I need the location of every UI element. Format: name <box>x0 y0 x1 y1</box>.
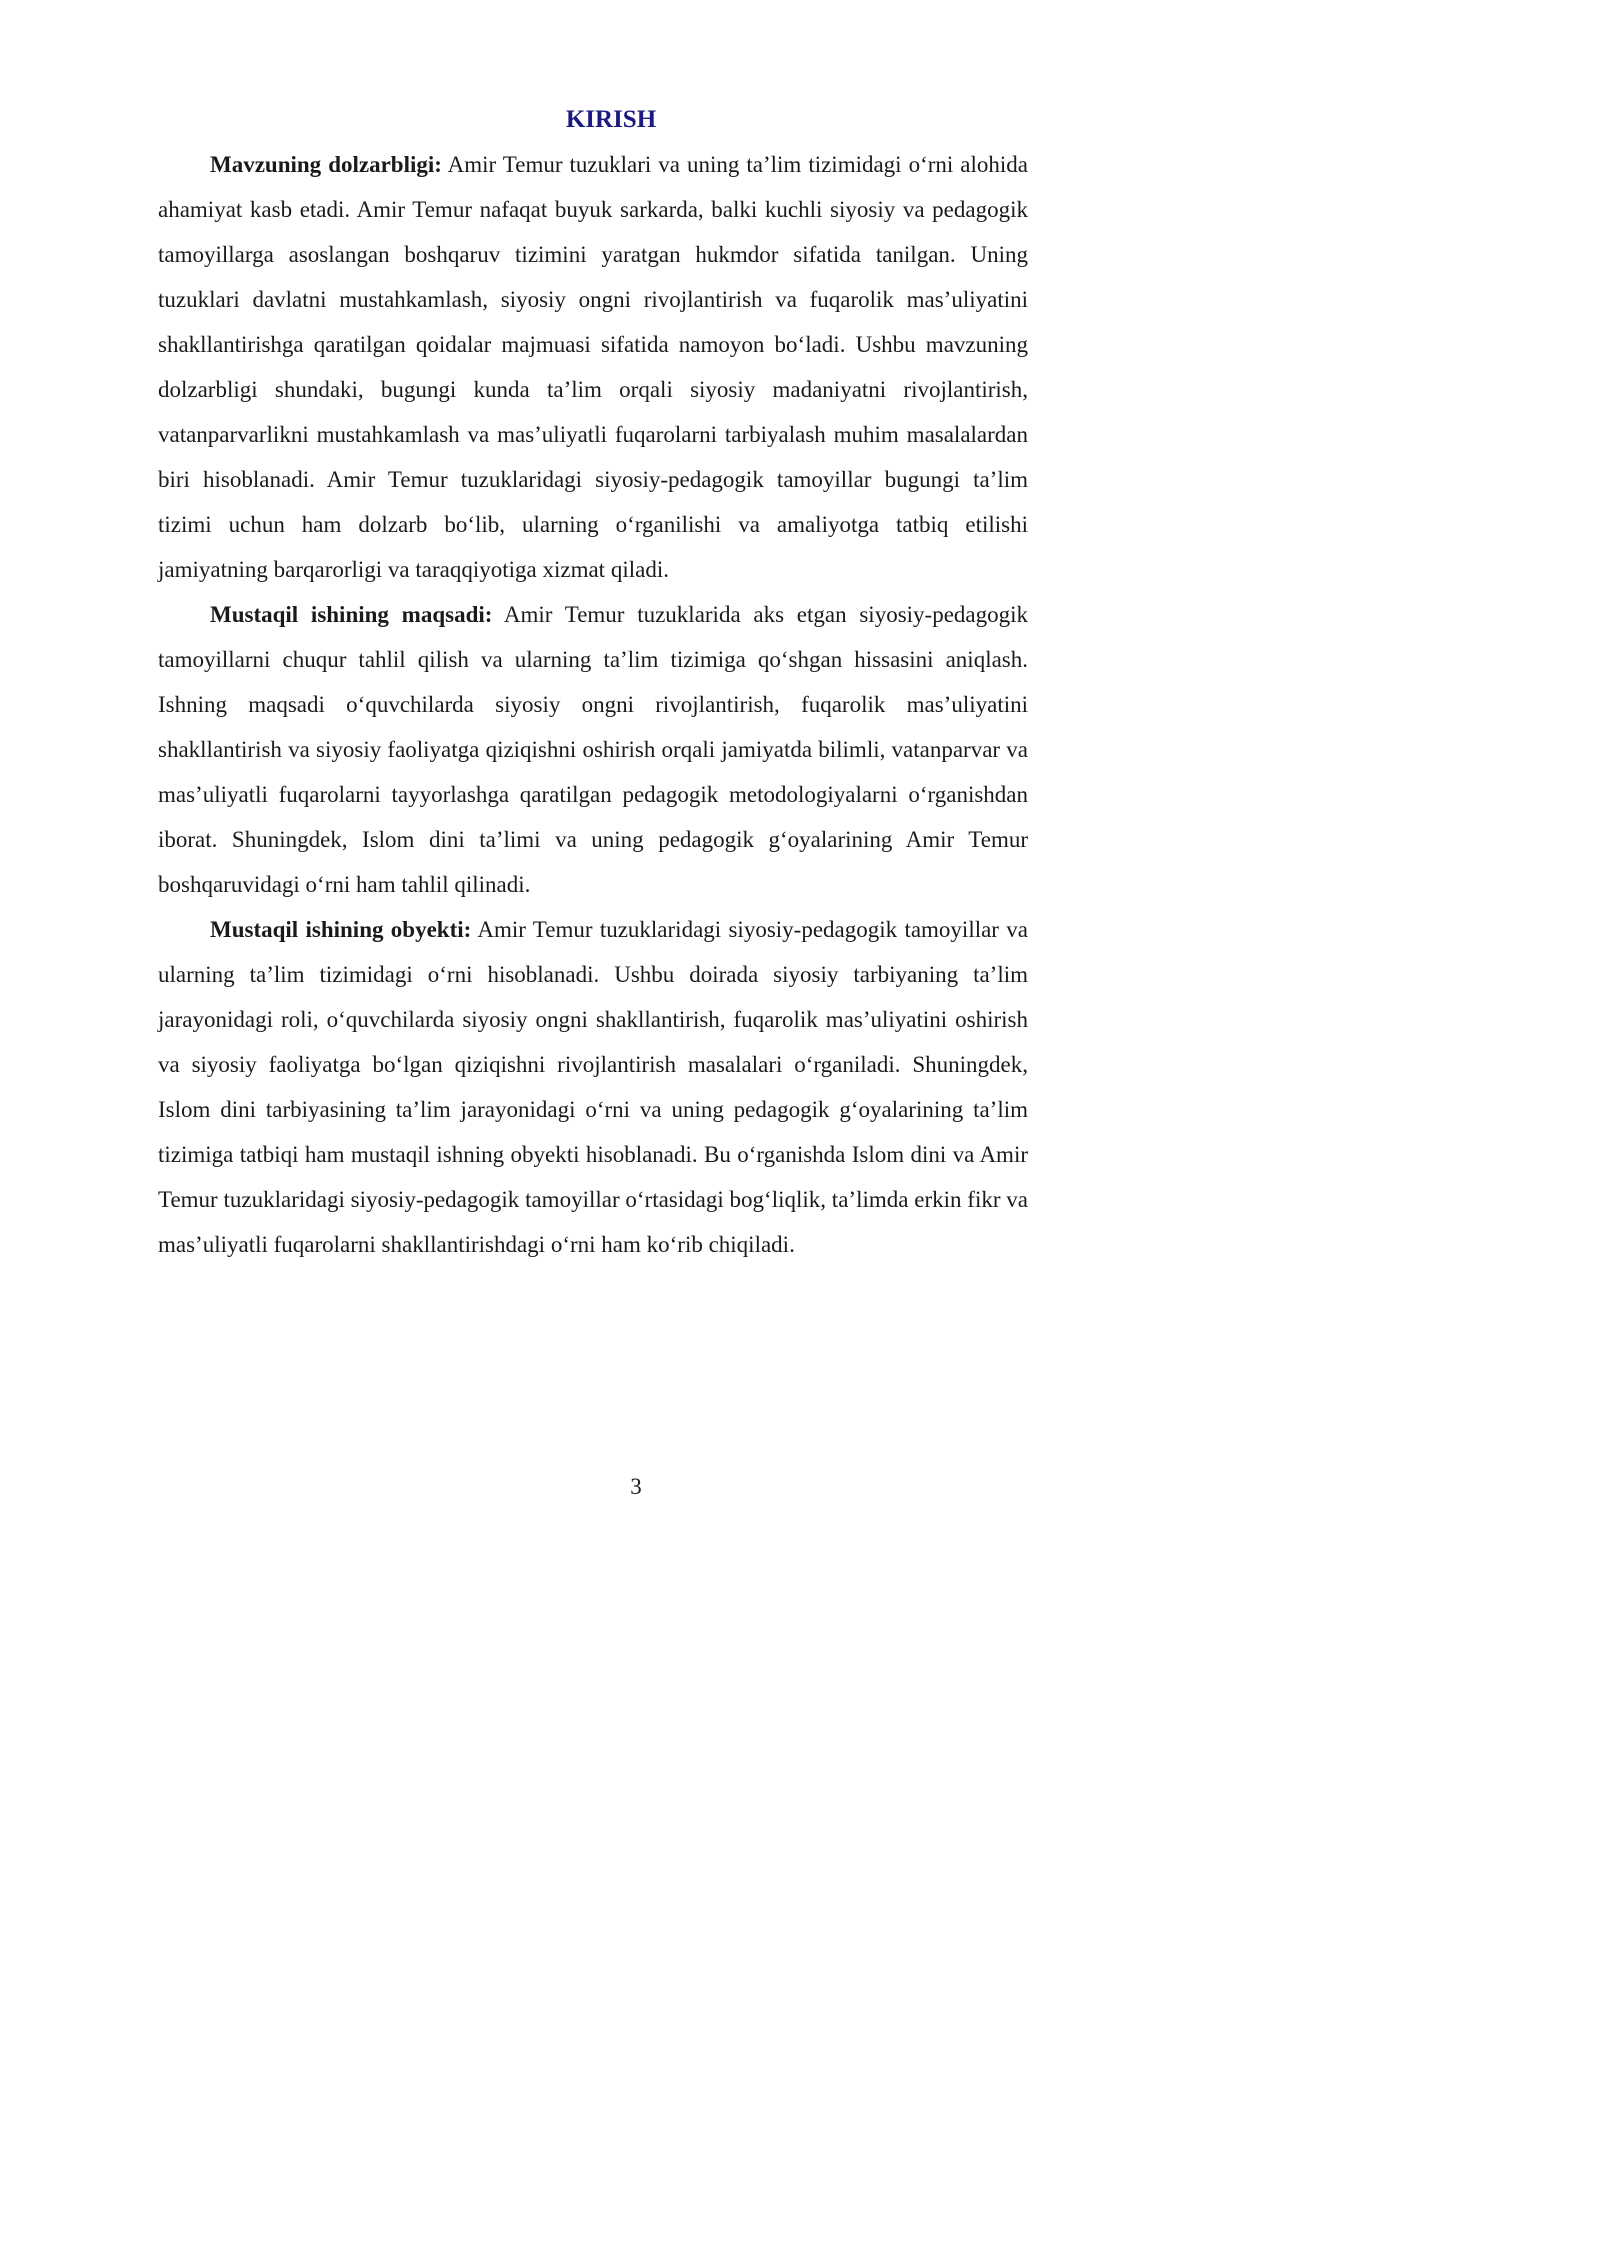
paragraph-text: Amir Temur tuzuklaridagi siyosiy-pedagogik tamoyillar va ularning ta’lim tizimidagi o‘rni hisoblanadi. Ushbu doirada siyosiy tarbiyaning ta’lim jarayonidagi roli, o‘quvchilarda siyosiy ongni shakllantirish, fuqarolik mas’uliyatini oshirish va siyosiy faoliyatga bo‘lgan qiziqishni rivojlantirish masalalari o‘rganiladi. Shuningdek, Islom dini tarbiyasining ta’lim jarayonidagi o‘rni va uning pedagogik g‘oyalarining ta’lim tizimiga tatbiqi ham mustaqil ishning obyekti hisoblanadi. Bu o‘rganishda Islom dini va Amir Temur tuzuklaridagi siyosiy-pedagogik tamoyillar o‘rtasidagi bog‘liqlik, ta’limda erkin fikr va mas’uliyatli fuqarolarni shakllantirishdagi o‘rni ham ko‘rib chiqiladi. <box>158 917 1028 1257</box>
page-number: 3 <box>630 1474 642 1499</box>
document-page <box>158 100 1028 1267</box>
paragraph-lead: Mustaqil ishining obyekti: <box>210 917 472 942</box>
paragraph-relevance <box>158 142 1028 592</box>
paragraph-object <box>158 907 1028 1267</box>
paragraph-lead: Mavzuning dolzarbligi: <box>210 152 442 177</box>
paragraph-text: Amir Temur tuzuklarida aks etgan siyosiy-pedagogik tamoyillarni chuqur tahlil qilish va ularning ta’lim tizimiga qo‘shgan hissasini aniqlash. Ishning maqsadi o‘quvchilarda siyosiy ongni rivojlantirish, fuqarolik mas’uliyatini shakllantirish va siyosiy faoliyatga qiziqishni oshirish orqali jamiyatda bilimli, vatanparvar va mas’uliyatli fuqarolarni tayyorlashga qaratilgan pedagogik metodologiyalarni o‘rganishdan iborat. Shuningdek, Islom dini ta’limi va uning pedagogik g‘oyalarining Amir Temur boshqaruvidagi o‘rni ham tahlil qilinadi. <box>158 602 1028 897</box>
paragraph-text: Amir Temur tuzuklari va uning ta’lim tizimidagi o‘rni alohida ahamiyat kasb etadi. Amir Temur nafaqat buyuk sarkarda, balki kuchli siyosiy va pedagogik tamoyillarga asoslangan boshqaruv tizimini yaratgan hukmdor sifatida tanilgan. Uning tuzuklari davlatni mustahkamlash, siyosiy ongni rivojlantirish va fuqarolik mas’uliyatini shakllantirishga qaratilgan qoidalar majmuasi sifatida namoyon bo‘ladi. Ushbu mavzuning dolzarbligi shundaki, bugungi kunda ta’lim orqali siyosiy madaniyatni rivojlantirish, vatanparvarlikni mustahkamlash va mas’uliyatli fuqarolarni tarbiyalash muhim masalalardan biri hisoblanadi. Amir Temur tuzuklaridagi siyosiy-pedagogik tamoyillar bugungi ta’lim tizimi uchun ham dolzarb bo‘lib, ularning o‘rganilishi va amaliyotga tatbiq etilishi jamiyatning barqarorligi va taraqqiyotiga xizmat qiladi. <box>158 152 1028 582</box>
paragraph-lead: Mustaqil ishining maqsadi: <box>210 602 493 627</box>
section-heading: KIRISH <box>565 106 657 133</box>
paragraph-goal <box>158 592 1028 907</box>
